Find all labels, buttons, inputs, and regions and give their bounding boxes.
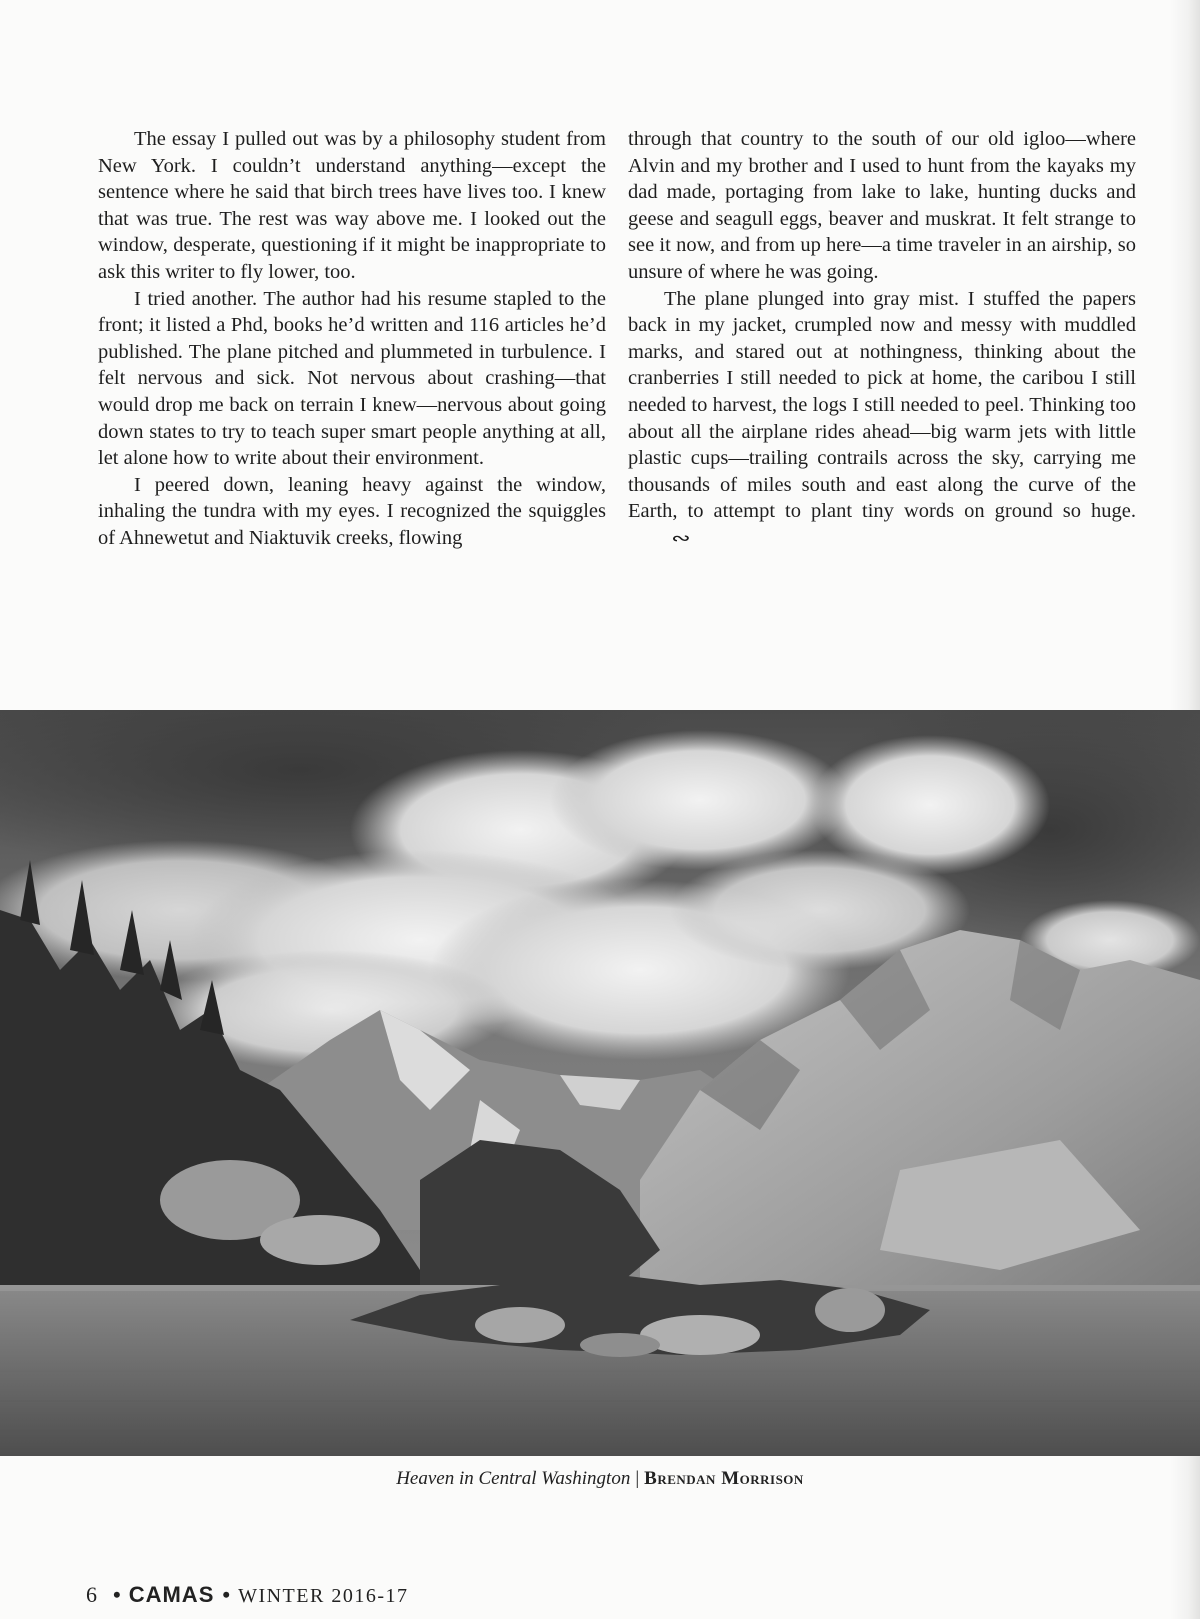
paragraph: I tried another. The author had his resume stapled to the front; it listed a Phd, books he’d written and 116 articles he’d published. The plane pitched and plummeted in turbulence. I felt nervous and sick. Not nervous about crashing—that would drop me back on terrain I knew—nervous about going down states to try to teach super smart people anything at all, let alone how to write about their environment. — [98, 287, 606, 470]
page-number: 6 — [86, 1582, 97, 1607]
page-footer — [86, 1582, 409, 1608]
caption-separator: | — [635, 1468, 640, 1489]
magazine-name: CAMAS — [128, 1582, 215, 1607]
paragraph: The essay I pulled out was by a philosophy student from New York. I couldn’t understand anything—except the sentence where he said that birch trees have lives too. I knew that was true. The rest was way above me. I looked out the window, desperate, questioning if it might be inappropriate to ask this writer to fly lower, too. — [98, 128, 606, 283]
article-column-left — [98, 126, 606, 552]
paragraph-text: The plane plunged into gray mist. I stuffed the papers back in my jacket, crumpled now and messy with muddled marks, and stared out at nothingness, thinking about the cranberries I still needed to pick at home, the caribou I still needed to harvest, the logs I still needed to peel. Thinking too about all the airplane rides ahead—big warm jets with little plastic cups—trailing contrails across the sky, carrying me thousands of miles south and east along the curve of the Earth, to attempt to plant tiny words on ground so huge. — [628, 287, 1136, 523]
landscape-illustration — [0, 710, 1200, 1456]
paragraph: I peered down, leaning heavy against the window, inhaling the tundra with my eyes. I recognized the squiggles of Ahnewetut and Niaktuvik creeks, flowing — [98, 473, 606, 549]
article-column-right — [628, 126, 1136, 552]
end-of-article-mark-icon: ∾ — [671, 527, 691, 548]
photo-credit: Brendan Morrison — [644, 1468, 804, 1489]
issue-date: WINTER 2016-17 — [238, 1585, 409, 1607]
paragraph: through that country to the south of our old igloo—where Alvin and my brother and I used to hunt from the kayaks my dad made, portaging from lake to lake, hunting ducks and geese and seagull eggs, beaver and muskrat. It felt strange to see it now, and from up here—a time traveler in an airship, so unsure of where he was going. — [628, 128, 1136, 283]
bullet-separator: • — [222, 1582, 231, 1607]
bullet-separator: • — [113, 1582, 121, 1607]
landscape-photograph — [0, 710, 1200, 1456]
photo-caption — [0, 1468, 1200, 1490]
paragraph — [628, 286, 1136, 552]
caption-title: Heaven in Central Washington — [396, 1468, 631, 1489]
